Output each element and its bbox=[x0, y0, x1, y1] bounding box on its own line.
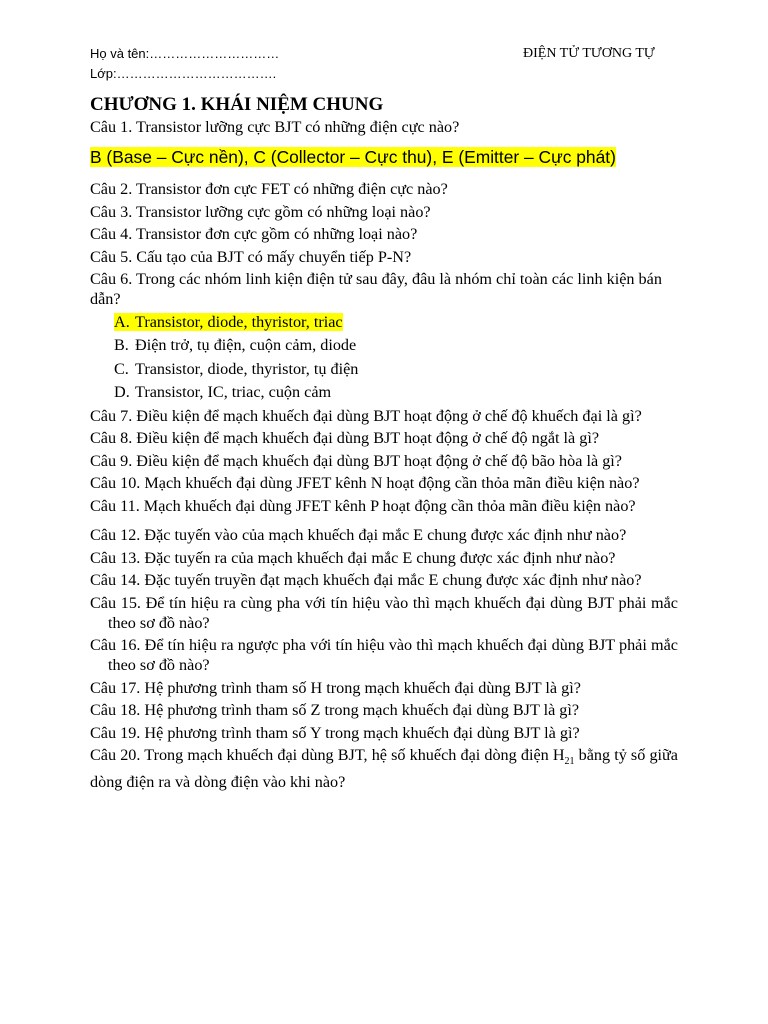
option-c bbox=[114, 359, 678, 379]
student-name-field-label: Họ và tên:………………………… bbox=[90, 46, 280, 61]
highlighted-option-a bbox=[114, 313, 343, 331]
question-20-text-end: bằng tỷ số giữa dòng điện ra và dòng điện vào khi nào? bbox=[90, 746, 678, 792]
question-6: Câu 6. Trong các nhóm linh kiện điện tử sau đây, đâu là nhóm chỉ toàn các linh kiện bán dẫn? bbox=[90, 270, 662, 308]
option-letter: B. bbox=[114, 336, 129, 354]
question-14: Câu 14. Đặc tuyến truyền đạt mạch khuếch đại mắc E chung được xác định như nào? bbox=[90, 571, 642, 589]
question-18: Câu 18. Hệ phương trình tham số Z trong mạch khuếch đại dùng BJT là gì? bbox=[90, 701, 580, 719]
question-8: Câu 8. Điều kiện để mạch khuếch đại dùng BJT hoạt động ở chế độ ngắt là gì? bbox=[90, 429, 600, 447]
question-6-options bbox=[90, 312, 678, 403]
question-10: Câu 10. Mạch khuếch đại dùng JFET kênh N hoạt động cần thỏa mãn điều kiện nào? bbox=[90, 474, 640, 492]
option-b bbox=[114, 335, 678, 355]
question-5: Câu 5. Cấu tạo của BJT có mấy chuyển tiếp P-N? bbox=[90, 247, 412, 266]
option-a bbox=[114, 312, 678, 332]
chapter-title: CHƯƠNG 1. KHÁI NIỆM CHUNG bbox=[90, 94, 384, 115]
option-letter: D. bbox=[114, 383, 130, 401]
question-19: Câu 19. Hệ phương trình tham số Y trong mạch khuếch đại dùng BJT là gì? bbox=[90, 723, 580, 742]
option-text: Transistor, diode, thyristor, tụ điện bbox=[135, 359, 359, 378]
question-1-answer bbox=[90, 146, 678, 168]
question-20-text-start: Câu 20. Trong mạch khuếch đại dùng BJT, hệ số khuếch đại dòng điện H bbox=[90, 746, 565, 764]
subject-title: ĐIỆN TỬ TƯƠNG TỰ bbox=[523, 46, 655, 61]
option-text: Transistor, diode, thyristor, triac bbox=[135, 312, 343, 331]
option-letter: C. bbox=[114, 359, 129, 378]
option-text: Transistor, IC, triac, cuộn cảm bbox=[135, 383, 332, 401]
spacer bbox=[90, 518, 678, 525]
question-4: Câu 4. Transistor đơn cực gồm có những loại nào? bbox=[90, 225, 418, 243]
highlighted-answer: B (Base – Cực nền), C (Collector – Cực thu), E (Emitter – Cực phát) bbox=[90, 147, 616, 167]
option-d bbox=[114, 382, 678, 402]
question-16: Câu 16. Để tín hiệu ra ngược pha với tín hiệu vào thì mạch khuếch đại dùng BJT phải mắc theo sơ đồ nào? bbox=[90, 636, 678, 674]
question-15: Câu 15. Để tín hiệu ra cùng pha với tín hiệu vào thì mạch khuếch đại dùng BJT phải mắc theo sơ đồ nào? bbox=[90, 593, 678, 632]
question-20 bbox=[90, 745, 678, 792]
question-7: Câu 7. Điều kiện để mạch khuếch đại dùng BJT hoạt động ở chế độ khuếch đại là gì? bbox=[90, 406, 642, 425]
question-20-subscript: 21 bbox=[564, 756, 575, 768]
question-1: Câu 1. Transistor lưỡng cực BJT có những điện cực nào? bbox=[90, 118, 460, 136]
option-text: Điện trở, tụ điện, cuộn cảm, diode bbox=[135, 336, 357, 354]
question-9: Câu 9. Điều kiện để mạch khuếch đại dùng BJT hoạt động ở chế độ bão hòa là gì? bbox=[90, 451, 622, 470]
option-letter: A. bbox=[114, 312, 130, 331]
question-11: Câu 11. Mạch khuếch đại dùng JFET kênh P hoạt động cần thỏa mãn điều kiện nào? bbox=[90, 496, 636, 515]
question-13: Câu 13. Đặc tuyến ra của mạch khuếch đại mắc E chung được xác định như nào? bbox=[90, 548, 616, 567]
question-list bbox=[90, 94, 678, 795]
class-field-label: Lớp:………………………………. bbox=[90, 66, 277, 81]
question-3: Câu 3. Transistor lưỡng cực gồm có những loại nào? bbox=[90, 202, 431, 221]
question-12: Câu 12. Đặc tuyến vào của mạch khuếch đại mắc E chung được xác định như nào? bbox=[90, 526, 627, 544]
question-2: Câu 2. Transistor đơn cực FET có những điện cực nào? bbox=[90, 180, 448, 198]
question-17: Câu 17. Hệ phương trình tham số H trong mạch khuếch đại dùng BJT là gì? bbox=[90, 678, 581, 697]
